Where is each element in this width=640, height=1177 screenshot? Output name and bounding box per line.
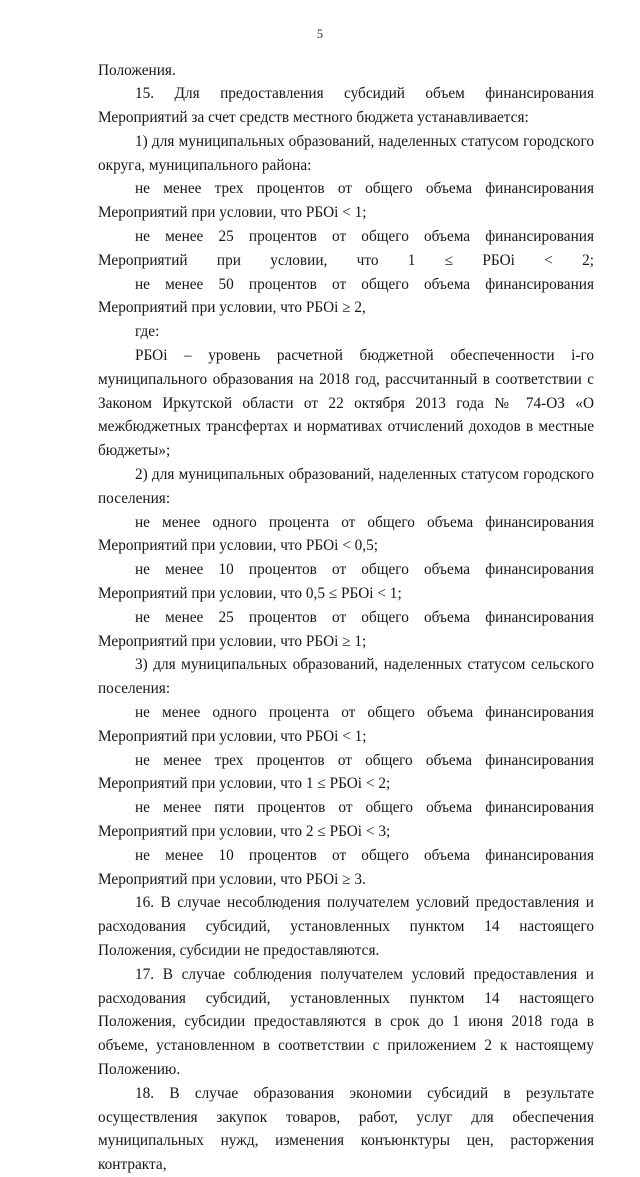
definition-paragraph: РБОi – уровень расчетной бюджетной обеспеченности i-го муниципального образования на 2018 год, рассчитанный в соответствии с Законом Иркутской области от 22 октября 2013 года № 74-ОЗ «О межбюджетных трансфертах и нормативах отчислений доходов в местные бюджеты»;	[98, 347, 594, 460]
condition-paragraph: не менее 50 процентов от общего объема финансирования Мероприятий при условии, что РБОi ≥ 2,	[98, 275, 594, 317]
paragraph-18: 18. В случае образования экономии субсидий в результате осуществления закупок товаров, работ, услуг для обеспечения муниципальных нужд, изменения конъюнктуры цен, расторжения контракта,	[98, 1084, 594, 1174]
condition-paragraph: не менее 10 процентов от общего объема финансирования Мероприятий при условии, что 0,5 ≤ РБОi < 1;	[98, 561, 594, 603]
condition-paragraph: не менее 25 процентов от общего объема финансирования Мероприятий при условии, что 1 ≤ РБОi < 2;	[98, 228, 594, 269]
condition-paragraph: не менее пяти процентов от общего объема финансирования Мероприятий при условии, что 2 ≤ РБОi < 3;	[98, 799, 594, 840]
item-1-heading: 1) для муниципальных образований, наделенных статусом городского округа, муниципального района:	[98, 132, 594, 174]
paragraph-15: 15. Для предоставления субсидий объем финансирования Мероприятий за счет средств местного бюджета устанавливается:	[98, 85, 594, 127]
condition-paragraph: не менее одного процента от общего объема финансирования Мероприятий при условии, что РБОi < 1;	[98, 704, 594, 745]
condition-paragraph: не менее 25 процентов от общего объема финансирования Мероприятий при условии, что РБОi ≥ 1;	[98, 608, 594, 650]
condition-paragraph: не менее трех процентов от общего объема финансирования Мероприятий при условии, что РБОi < 1;	[98, 180, 594, 222]
page-number: 5	[316, 27, 324, 41]
condition-paragraph: не менее трех процентов от общего объема финансирования Мероприятий при условии, что 1 ≤ РБОi < 2;	[98, 751, 594, 793]
condition-paragraph: не менее 10 процентов от общего объема финансирования Мероприятий при условии, что РБОi ≥ 3.	[98, 846, 594, 888]
item-3-heading: 3) для муниципальных образований, наделенных статусом сельского поселения:	[98, 656, 594, 698]
condition-paragraph: не менее одного процента от общего объема финансирования Мероприятий при условии, что РБОi < 0,5;	[98, 513, 594, 555]
text-line: Положения.	[98, 61, 176, 79]
paragraph-17: 17. В случае соблюдения получателем условий предоставления и расходования субсидий, установленных пунктом 14 настоящего Положения, субсидии предоставляются в срок до 1 июня 2018 года в объеме, установленном в соответствии с приложением 2 к настоящему Положению.	[98, 965, 594, 1078]
paragraph-16: 16. В случае несоблюдения получателем условий предоставления и расходования субсидий, установленных пунктом 14 настоящего Положения, субсидии не предоставляются.	[98, 894, 594, 959]
where-label: где:	[135, 323, 160, 341]
item-2-heading: 2) для муниципальных образований, наделенных статусом городского поселения:	[98, 466, 594, 507]
document-body	[98, 59, 594, 1177]
